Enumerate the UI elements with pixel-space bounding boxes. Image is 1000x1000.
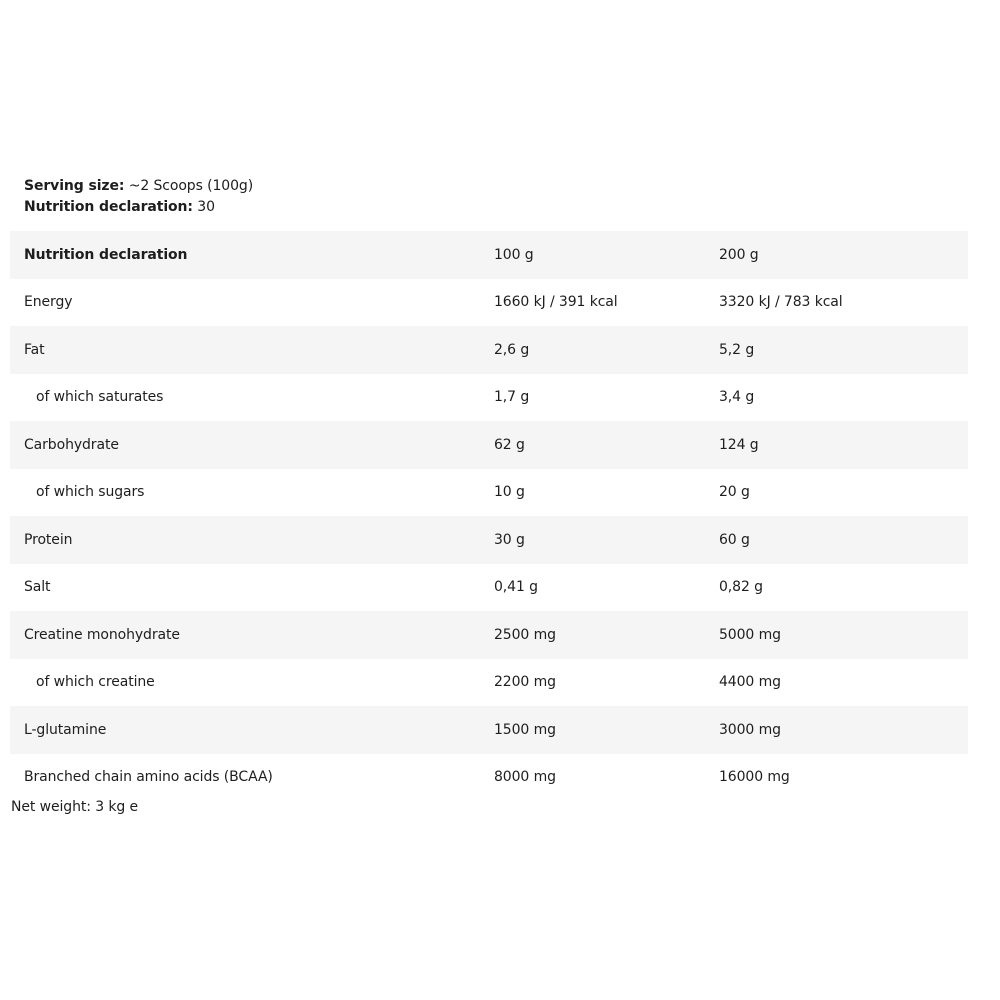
value-per-100g: 30 g bbox=[494, 531, 525, 548]
nutrient-name: Branched chain amino acids (BCAA) bbox=[24, 769, 273, 786]
value-per-200g: 60 g bbox=[719, 531, 750, 548]
table-row bbox=[10, 374, 968, 422]
value-per-200g: 5000 mg bbox=[719, 626, 781, 643]
table-row bbox=[10, 706, 968, 754]
value-per-100g: 2200 mg bbox=[494, 674, 556, 691]
value-per-100g: 0,41 g bbox=[494, 579, 538, 596]
value-per-200g: 4400 mg bbox=[719, 674, 781, 691]
nutrient-name: of which saturates bbox=[36, 389, 164, 406]
net-weight: Net weight: 3 kg e bbox=[11, 799, 139, 815]
servings-count-label: Nutrition declaration: bbox=[24, 199, 193, 215]
nutrient-name: Salt bbox=[24, 579, 51, 596]
nutrient-name: Creatine monohydrate bbox=[24, 626, 180, 643]
nutrient-name: Energy bbox=[24, 294, 73, 311]
value-per-100g: 10 g bbox=[494, 484, 525, 501]
value-per-200g: 124 g bbox=[719, 436, 759, 453]
value-per-200g: 5,2 g bbox=[719, 341, 755, 358]
value-per-100g: 1500 mg bbox=[494, 721, 556, 738]
servings-count-value: 30 bbox=[192, 199, 215, 215]
serving-size-label: Serving size: bbox=[24, 178, 125, 194]
table-row bbox=[10, 421, 968, 469]
value-per-100g: 1,7 g bbox=[494, 389, 530, 406]
table-row bbox=[10, 754, 968, 802]
nutrient-name: of which sugars bbox=[36, 484, 145, 501]
header-per-100g: 100 g bbox=[494, 246, 534, 263]
nutrient-name: Protein bbox=[24, 531, 73, 548]
table-header-row bbox=[10, 231, 968, 279]
value-per-100g: 8000 mg bbox=[494, 769, 556, 786]
servings-count-line bbox=[24, 197, 253, 218]
nutrient-name: Fat bbox=[24, 341, 45, 358]
nutrient-name: L-glutamine bbox=[24, 721, 107, 738]
value-per-200g: 3000 mg bbox=[719, 721, 781, 738]
header-per-200g: 200 g bbox=[719, 246, 759, 263]
table-row bbox=[10, 659, 968, 707]
value-per-200g: 0,82 g bbox=[719, 579, 763, 596]
value-per-100g: 2,6 g bbox=[494, 341, 530, 358]
table-row bbox=[10, 611, 968, 659]
value-per-100g: 62 g bbox=[494, 436, 525, 453]
table-row bbox=[10, 516, 968, 564]
nutrient-name: Carbohydrate bbox=[24, 436, 119, 453]
value-per-200g: 3320 kJ / 783 kcal bbox=[719, 294, 843, 311]
header-nutrient: Nutrition declaration bbox=[24, 246, 188, 263]
table-row bbox=[10, 279, 968, 327]
value-per-200g: 20 g bbox=[719, 484, 750, 501]
value-per-100g: 1660 kJ / 391 kcal bbox=[494, 294, 618, 311]
table-row bbox=[10, 326, 968, 374]
table-row bbox=[10, 564, 968, 612]
value-per-200g: 16000 mg bbox=[719, 769, 790, 786]
serving-size-line bbox=[24, 176, 253, 197]
serving-info bbox=[24, 176, 253, 218]
nutrient-name: of which creatine bbox=[36, 674, 155, 691]
nutrition-table bbox=[10, 231, 968, 801]
value-per-200g: 3,4 g bbox=[719, 389, 755, 406]
table-row bbox=[10, 469, 968, 517]
value-per-100g: 2500 mg bbox=[494, 626, 556, 643]
serving-size-value: ~2 Scoops (100g) bbox=[124, 178, 254, 194]
